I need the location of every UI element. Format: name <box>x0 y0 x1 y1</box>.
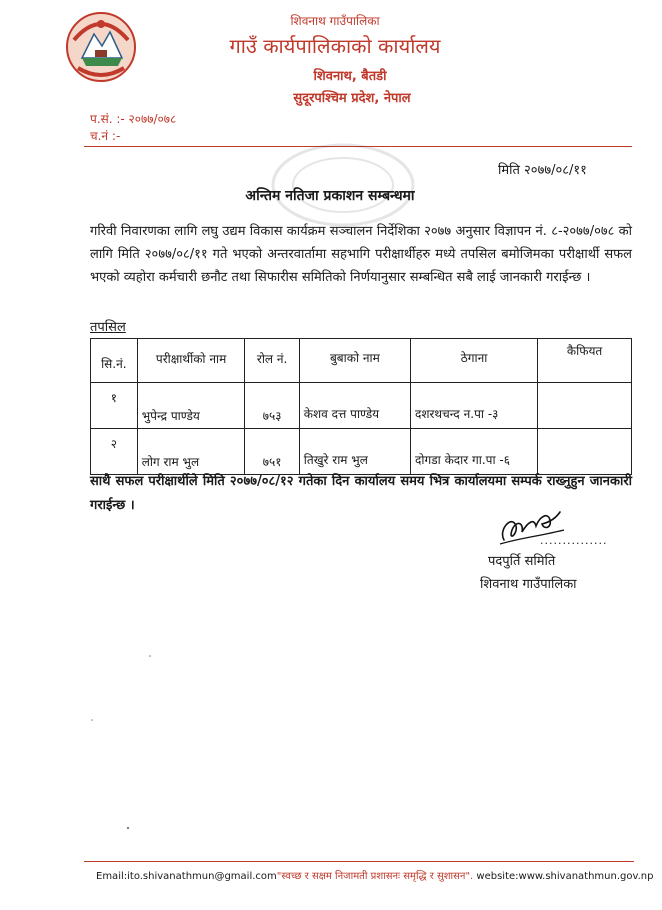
cell-address: दोगडा केदार गा.पा -६ <box>410 429 537 475</box>
closing-note: साथै सफल परीक्षार्थीले मिति २०७७/०८/१२ गतेका दिन कार्यालय समय भित्र कार्यालयमा सम्पर्क राख्नुहुन जानकारी गराईन्छ । <box>90 474 632 513</box>
footer <box>96 868 654 882</box>
header-candidate-name: परीक्षार्थीको नाम <box>137 339 245 383</box>
cell-roll-number: ७५३ <box>245 383 299 429</box>
header-serial: सि.नं. <box>91 339 138 383</box>
cell-address: दशरथचन्द न.पा -३ <box>410 383 537 429</box>
dispatch-number: च.नं :- <box>90 129 121 143</box>
footer-website: website:www.shivanathmun.gov.np <box>476 871 654 882</box>
footer-divider <box>84 861 634 862</box>
letter-body: गरिवी निवारणका लागि लघु उद्यम विकास कार्यक्रम सञ्चालन निर्देशिका २०७७ अनुसार विज्ञापन नं. ८-२०७७/०७८ को लागि मिति २०७७/०८/११ गते भएको अन्तरवार्तामा सहभागि परीक्षार्थीहरु मध्ये तपसिल बमोजिमका परीक्षार्थी सफल भएको व्यहोरा कर्मचारी छनौट तथा सिफारीस समितिको निर्णयानुसार सम्बन्धित सबै लाई जानकारी गराईन्छ । <box>90 224 632 285</box>
cell-candidate-name: भुपेन्द्र पाण्डेय <box>137 383 245 429</box>
cell-father-name: तिखुरे राम भुल <box>299 429 410 475</box>
letter-subject: अन्तिम नतिजा प्रकाशन सम्बन्धमा <box>245 188 415 204</box>
cell-father-name: केशव दत्त पाण्डेय <box>299 383 410 429</box>
details-label: तपसिल <box>90 320 126 335</box>
header-father-name: बुबाको नाम <box>299 339 410 383</box>
signatory-committee: पदपुर्ति समिति <box>488 554 556 569</box>
signatory-office: शिवनाथ गाउँपालिका <box>480 577 577 592</box>
office-location: शिवनाथ, बैतडी <box>313 69 387 84</box>
municipality-name: शिवनाथ गाउँपालिका <box>290 14 380 28</box>
province-name: सुदूरपश्चिम प्रदेश, नेपाल <box>293 91 411 106</box>
header-roll-number: रोल नं. <box>245 339 299 383</box>
footer-email: Email:ito.shivanathmun@gmail.com <box>96 871 277 882</box>
letter-date: मिति २०७७/०८/११ <box>498 163 587 178</box>
footer-slogan: "स्वच्छ र सक्षम निजामती प्रशासनः समृद्धि र सुशासन". <box>276 871 474 882</box>
cell-serial: २ <box>91 429 138 475</box>
reference-number: प.सं. :- २०७७/०७८ <box>90 112 177 126</box>
cell-candidate-name: लोग राम भुल <box>137 429 245 475</box>
header-address: ठेगाना <box>410 339 537 383</box>
cell-serial: १ <box>91 383 138 429</box>
office-title: गाउँ कार्यपालिकाको कार्यालय <box>229 34 441 58</box>
signature-line: ............... <box>540 534 608 547</box>
header-remarks: कैफियत <box>538 339 632 383</box>
cell-roll-number: ७५१ <box>245 429 299 475</box>
